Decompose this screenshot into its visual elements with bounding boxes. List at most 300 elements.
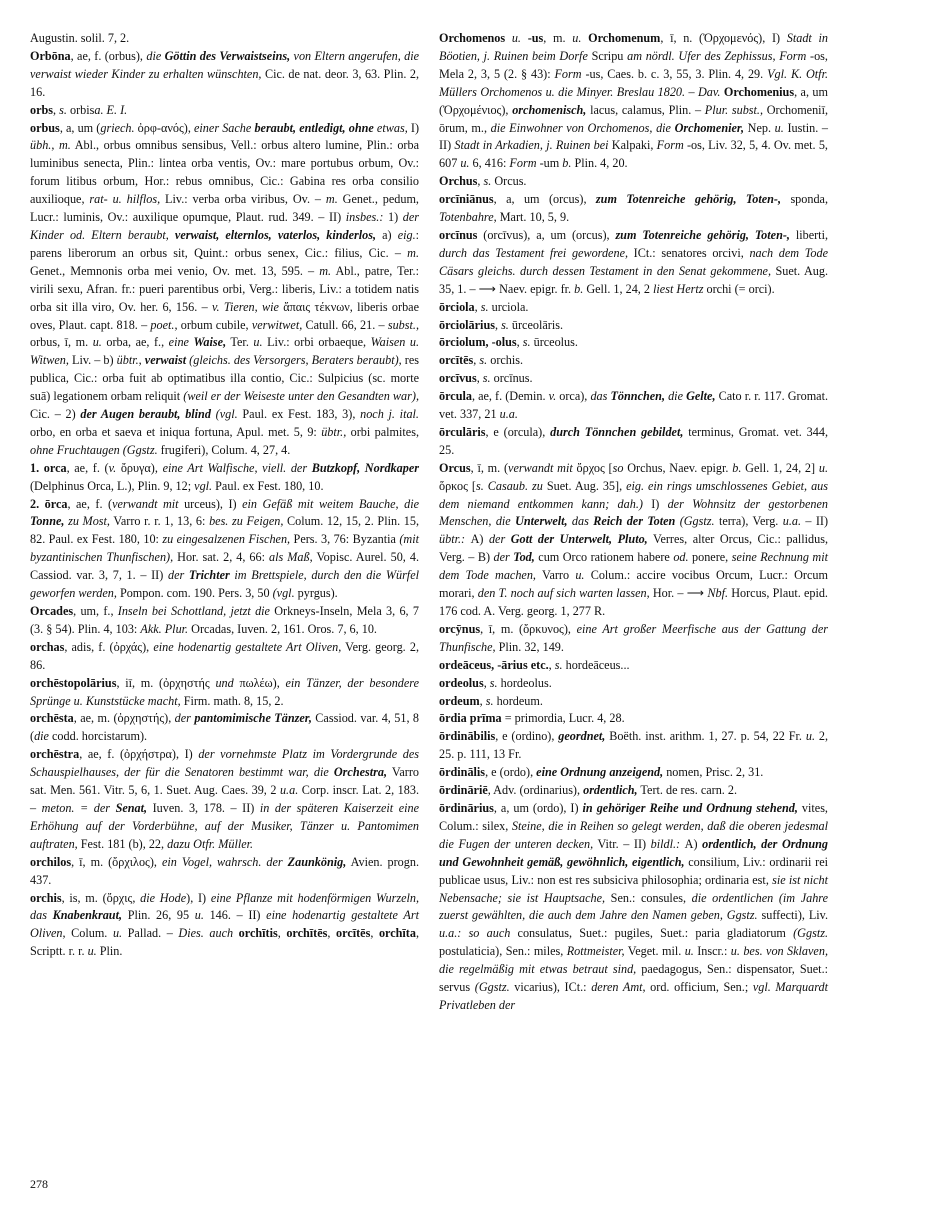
entry-text: Totenbahre, <box>439 210 497 225</box>
entry-text: verwandt mit <box>508 460 573 475</box>
entry-text: u. <box>805 729 815 744</box>
entry-text: orchītis <box>238 926 278 941</box>
entry-headword: ōrciolum, -olus <box>439 335 517 350</box>
entry-text: rat- u. hilflos, <box>89 192 161 207</box>
entry-text: orchomenisch, <box>512 102 587 117</box>
entry-text: Senat, <box>115 800 148 815</box>
entry-text: hordeāceus... <box>562 657 630 672</box>
entry-text: Suet. Aug. 35], <box>542 478 627 493</box>
entry-text: Catull. 66, 21. – <box>302 317 388 332</box>
dictionary-entry <box>30 603 419 639</box>
entry-text: -os, Mela 2, 3, 5 (2. § 43): <box>439 48 828 81</box>
entry-headword: ōrculāris <box>439 424 486 439</box>
entry-text: Form <box>509 156 537 171</box>
entry-text: orcītēs <box>336 926 371 941</box>
entry-text: verwaist, elternlos, vaterlos, kinderlos, <box>174 227 377 242</box>
entry-text: übtr., <box>321 424 347 439</box>
entry-text: (weil er der Weiseste unter den Gesandten war), <box>183 389 419 404</box>
dictionary-entry <box>439 317 828 335</box>
dictionary-entry <box>439 173 828 191</box>
entry-text: ICt.: senatores orcivi, <box>628 245 750 260</box>
entry-headword: Orcus <box>439 460 471 475</box>
entry-text: Pallad. – <box>122 926 179 941</box>
entry-text: Ter. <box>226 335 254 350</box>
entry-text: Waisen u. Witwen, <box>30 335 420 368</box>
entry-text: Cic. – 2) <box>30 407 81 422</box>
entry-text: res publica, Cic.: orba fuit ab optimatibus illa contio, Cic.: Sulpicius (sc. morte suā) legationem orbam reliquit <box>30 353 419 404</box>
entry-text: verwandt mit <box>112 496 179 511</box>
entry-text: 146. – II) <box>203 908 267 923</box>
entry-text: seine Rechnung mit dem Tode machen, <box>439 550 828 583</box>
entry-text: Form <box>656 138 684 153</box>
entry-text: Cic. de nat. deor. 3, 63. Plin. 2, 16. <box>30 66 419 99</box>
entry-text: sponda, <box>781 192 829 207</box>
dictionary-entry <box>30 854 419 890</box>
entry-text: durch das Testament frei gewordene, <box>439 245 629 260</box>
entry-text: orba, ae, f., <box>101 335 169 350</box>
entry-headword: orchis <box>30 890 62 905</box>
entry-text: u. <box>505 31 521 45</box>
entry-text: I) <box>407 120 420 135</box>
dictionary-entry <box>30 639 419 675</box>
entry-text: zu Most, <box>64 514 110 529</box>
entry-text: v. Tieren, wie <box>212 299 279 314</box>
entry-text: Mart. 10, 5, 9. <box>496 210 570 225</box>
entry-text: Varro <box>535 568 576 583</box>
page-number: 278 <box>30 1177 48 1191</box>
entry-text: Scripu <box>587 48 628 63</box>
entry-text: Knabenkraut, <box>52 908 123 923</box>
entry-text: der vornehmste Platz im Vordergrunde des Schauspielhauses, der für die Senatoren bestimmt war, die <box>30 747 419 780</box>
entry-text: , ī, m. (ὄρχιλος), <box>71 854 162 869</box>
entry-text: s. <box>59 102 67 117</box>
entry-text: orca), <box>556 389 591 404</box>
entry-text: übh., m. <box>30 138 71 153</box>
entry-text: griech. <box>100 120 135 135</box>
entry-text: m. <box>407 245 419 260</box>
entry-text: der <box>493 550 514 565</box>
entry-text: eine hodenartig gestaltete Art Oliven, <box>30 908 419 941</box>
entry-text: nach dem Tode Cäsars gleichs. durch dessen Testament in den Senat gekommene, <box>439 245 828 278</box>
entry-text: meton. = der <box>41 800 116 815</box>
entry-text: I) <box>651 496 668 511</box>
entry-text: (Ggstz. <box>793 926 828 941</box>
entry-text: Orchomenum <box>588 31 661 45</box>
entry-text: zu eingesalzenen Fischen, <box>162 532 291 547</box>
entry-text: Plin. 26, 95 <box>122 908 195 923</box>
entry-text: 2, 25. p. 111, 13 Fr. <box>439 729 828 762</box>
entry-text: consulatus, Suet.: pugiles, Suet.: paria gladiatorum <box>510 926 794 941</box>
entry-text: der Kinder od. Eltern beraubt, <box>30 210 419 242</box>
entry-text: Genet., pedum, Lucr.: luminis, Ov.: auxilique opumque, Plaut. rud. 349. – II) <box>30 192 419 225</box>
entry-text: Gell. 1, 24, 2 <box>583 281 654 296</box>
dictionary-entry <box>439 334 828 352</box>
entry-text: beraubt, entledigt, ohne <box>254 120 374 135</box>
entry-headword: 1. orca <box>30 460 67 475</box>
dictionary-entry <box>439 191 828 227</box>
entry-text: ἄπαις τέκνων, liberis orbae oves, Plaut. capt. 818. – <box>30 299 419 332</box>
entry-headword: orchas <box>30 639 65 654</box>
dictionary-entry <box>30 460 419 496</box>
dictionary-entry <box>439 352 828 370</box>
entry-text: A) <box>470 532 489 547</box>
entry-text: u. <box>112 926 123 941</box>
entry-text: eine Ordnung anzeigend, <box>536 765 664 780</box>
entry-headword: orchēstopolārius <box>30 675 117 690</box>
dictionary-entry <box>439 460 828 621</box>
entry-text: Zaunkönig, <box>287 854 347 869</box>
entry-text: ord. officium, Sen.; <box>645 980 753 995</box>
entry-text: als Maß, <box>269 550 313 565</box>
entry-text: s. <box>479 353 488 368</box>
entry-text: Colum. <box>65 926 113 941</box>
entry-text: Abl., patre, Ter.: virili sexu, Afran. fr.: pueri parentibus orbi, Verg.: liberis, Liv.: a totidem natis orba sit illa viro, Ov. her. 6, 156. – <box>30 263 419 314</box>
entry-text: eig. ein rings umschlossenes Gebiet, aus dem niemand entkommen kann; dah.) <box>439 478 828 511</box>
entry-text: noch j. ital. <box>360 407 419 422</box>
entry-text: Gelte, <box>686 389 716 404</box>
entry-text: u. <box>818 460 828 475</box>
entry-text: , ae, f. (ὀρχήστρα), I) <box>79 747 199 762</box>
entry-text: u. <box>460 156 470 171</box>
entry-text: subst., <box>387 317 419 332</box>
entry-text: die <box>34 729 49 744</box>
entry-text: Liv.: orbi orbaeque, <box>262 335 371 350</box>
entry-text: übtr., <box>116 353 145 368</box>
entry-text: , <box>479 693 486 708</box>
entry-text: Sen.: consules, <box>605 890 692 905</box>
entry-text: (Delphinus Orca, L.), Plin. 9, 12; <box>30 478 195 493</box>
entry-text: u. bes. von Sklaven, die regelmäßig mit etwas betraut sind, <box>439 944 828 977</box>
entry-text: eine Art großer Meerfische aus der Gattung der Thunfische, <box>439 621 829 654</box>
entry-text: und <box>215 675 234 690</box>
entry-text: hordeum. <box>493 693 543 708</box>
entry-text: etwas, <box>373 120 408 135</box>
entry-text: vgl. <box>194 478 213 493</box>
entry-text: u. <box>87 944 97 959</box>
entry-text: sie ist nicht Nebensache; sie ist Hauptsache, <box>439 872 828 905</box>
entry-text: Reich der Toten <box>593 514 676 529</box>
entry-text: in gehöriger Reihe und Ordnung stehend, <box>582 800 798 815</box>
entry-text: Paul. ex Fest. 183, 3), <box>237 407 361 422</box>
entry-text: Plin. <box>96 944 123 959</box>
entry-text: Suet. Aug. 35, 1. – ⟶ Naev. epigr. fr. <box>439 263 829 296</box>
entry-text: ordentlich, <box>583 783 638 798</box>
entry-text: Firm. math. 8, 15, 2. <box>180 693 284 708</box>
entry-text: A) <box>684 836 703 851</box>
entry-text: , <box>483 675 490 690</box>
entry-text: ein Gefäß mit weitem Bauche, die <box>242 496 419 511</box>
dictionary-entry <box>30 675 419 711</box>
entry-headword: orcīnus <box>439 227 478 242</box>
entry-text: Orkneys-Inseln, Mela 3, 6, 7 (3. § 54). Plin. 4, 103: <box>30 604 419 636</box>
entry-text: πωλέω), <box>233 675 286 690</box>
entry-text: Kalpaki, <box>608 138 657 153</box>
entry-text: Unterwelt, <box>515 514 568 529</box>
entry-text: postulaticia), Sen.: miles, <box>439 944 567 959</box>
entry-text: Akk. Plur. <box>140 621 189 636</box>
entry-text: ὄρυγα), <box>116 460 163 475</box>
entry-headword: orcīniānus <box>439 192 494 207</box>
entry-text: codd. horcistarum). <box>48 729 148 744</box>
entry-text: deren Amt, <box>591 980 646 995</box>
entry-text: -os, Liv. 32, 5, 4. Ov. met. 5, 607 <box>439 138 828 171</box>
entry-text: Tert. de res. carn. 2. <box>637 783 738 798</box>
entry-text: verwaist <box>144 353 187 368</box>
entry-text: Verres, alter Orcus, Cic.: pallidus, Verg. – B) <box>439 532 828 565</box>
entry-text: urciola. <box>488 299 529 314</box>
entry-text: ūrceolus. <box>530 335 578 350</box>
entry-text: das <box>590 389 611 404</box>
entry-headword: orcȳnus <box>439 621 481 636</box>
entry-text: Genet., Memnonis orba mei venio, Ov. met. 13, 595. – <box>30 263 320 278</box>
entry-text: s. <box>485 693 494 708</box>
entry-text: b. <box>732 460 742 475</box>
entry-text: der <box>174 711 195 726</box>
entry-text: Plin. 32, 149. <box>495 639 564 654</box>
entry-headword: 2. ōrca <box>30 496 68 511</box>
entry-text: m. <box>319 263 332 278</box>
entry-headword: Orbōna <box>30 48 71 63</box>
entry-text: orbis <box>66 102 95 117</box>
entry-text: consilium, Liv.: ordinarii rei publicae usus, Liv.: non est res subsiciva philosophia; ordinaria est, <box>439 854 828 887</box>
entry-text: Butzkopf, Nordkaper <box>311 460 419 475</box>
entry-text: ordentlich, der Ordnung und Gewohnheit gemäß, gewöhnlich, eigentlich, <box>439 836 829 869</box>
entry-text: insbes.: <box>345 210 388 225</box>
entry-text: u. <box>572 31 582 45</box>
dictionary-entry <box>439 728 828 764</box>
entry-text: , a, um ( <box>59 120 101 135</box>
entry-text: den T. noch auf sich warten lassen, <box>477 586 650 601</box>
dictionary-entry <box>30 890 419 962</box>
entry-text: (Ggstz. <box>675 514 715 529</box>
entry-text: m. <box>325 192 338 207</box>
entry-text <box>521 31 528 45</box>
entry-text: Horcus, Plaut. epid. 176 cod. A. Verg. georg. 1, 277 R. <box>439 586 828 618</box>
entry-headword: Orcades <box>30 604 74 618</box>
entry-text: Vopisc. Aurel. 50, 4. Cassiod. var. 3, 7, 1. – II) <box>30 550 420 583</box>
entry-text: u.a. <box>782 514 802 529</box>
entry-text: = primordia, Lucr. 4, 28. <box>501 711 625 726</box>
entry-text: Orchomeniī, ōrum, m., <box>439 102 829 135</box>
entry-text: u. <box>92 335 102 350</box>
entry-text: Iuven. 3, 178. – II) <box>147 800 260 815</box>
entry-text: -um <box>536 156 563 171</box>
entry-text: eig. <box>397 227 416 242</box>
entry-headword: ōrciola <box>439 299 475 314</box>
entry-text: orchis. <box>487 353 524 368</box>
entry-text: s. <box>554 657 563 672</box>
entry-text: , <box>473 353 480 368</box>
dictionary-entry <box>30 120 419 460</box>
entry-text: orbum cubile, <box>177 317 252 332</box>
entry-text: (vgl. <box>272 586 295 601</box>
entry-headword: ōrdinālis <box>439 765 486 780</box>
entry-text: suffecti), Liv. <box>757 908 828 923</box>
entry-text: -us <box>527 31 544 45</box>
entry-text: b. <box>574 281 584 296</box>
entry-text: (gleichs. des Versorgers, Beraters beraubt), <box>186 353 402 368</box>
entry-text: Stadt in Böotien, j. Ruinen beim Dorfe <box>439 31 828 63</box>
entry-text: das <box>567 514 594 529</box>
entry-text: Plin. 4, 20. <box>571 156 628 171</box>
entry-text: , adis, f. (ὀρχάς), <box>64 639 154 654</box>
entry-text: , Adv. (ordinarius), <box>487 783 584 798</box>
entry-headword: orchēstra <box>30 747 80 762</box>
entry-text: od. <box>673 550 689 565</box>
entry-text: , <box>370 926 379 941</box>
entry-text: vgl. Marquardt Privatleben der <box>439 980 828 1012</box>
entry-text: orchi (= orci). <box>703 281 775 296</box>
entry-text: Colum. 12, 15, 2. Plin. 15, 82. Paul. ex Fest. 180, 10: <box>30 514 419 547</box>
entry-text: u.a.: so auch <box>439 926 511 941</box>
entry-text: eine <box>168 335 194 350</box>
entry-text: v. <box>548 389 557 404</box>
entry-text: Tönnchen, <box>610 389 665 404</box>
entry-text: , <box>277 926 287 941</box>
entry-text: Göttin des Verwaistseins, <box>164 48 291 63</box>
entry-text: , a, um (Ὀρχομένιος), <box>439 84 828 117</box>
entry-headword: orcītēs <box>439 353 474 368</box>
entry-text: eine Pflanze mit hodenförmigen Wurzeln, das <box>30 890 420 923</box>
entry-text: s. <box>522 335 531 350</box>
entry-text: Varro sat. Men. 561. Vitr. 5, 6, 1. Suet. Aug. Caes. 39, 2 <box>30 765 420 798</box>
dictionary-entry <box>30 48 419 102</box>
entry-text: u. <box>575 568 585 583</box>
entry-text: terra), Verg. <box>714 514 783 529</box>
entry-text: Varro r. r. 1, 13, 6: <box>109 514 210 529</box>
entry-text: Orchus, Naev. epigr. <box>623 460 733 475</box>
entry-text: s. <box>482 371 491 386</box>
right-column <box>439 30 828 1015</box>
entry-headword: orchilos <box>30 854 72 869</box>
entry-text: (vgl. <box>210 407 238 422</box>
entry-text: Vitr. – II) <box>593 836 651 851</box>
entry-text: s. Casaub. zu <box>476 478 543 493</box>
entry-text: eine Art Walfische, viell. der <box>162 460 312 475</box>
entry-headword: orbus <box>30 120 60 135</box>
entry-headword: ōrdinābilis <box>439 729 496 744</box>
entry-text: paedagogus, Sen.: dispensator, Suet.: servus <box>439 962 828 995</box>
entry-text: bildl.: <box>650 836 685 851</box>
entry-text: Orchomenier, <box>674 120 745 135</box>
entry-text: terminus, Gromat. vet. 344, 25. <box>439 424 828 457</box>
entry-text: Form <box>554 66 582 81</box>
entry-text: Vgl. K. Otfr. Müllers Orchomenos u. die Minyer. Breslau 1820. – Dav. <box>439 66 829 99</box>
dictionary-entry <box>30 746 419 853</box>
entry-text: Nep. <box>744 120 775 135</box>
entry-text: , <box>53 102 60 117</box>
dictionary-entry <box>439 370 828 388</box>
entry-text: verwitwet, <box>251 317 303 332</box>
entry-text: Cato r. r. 117. Gromat. vet. 337, 21 <box>439 389 829 422</box>
entry-text: Hor. – ⟶ <box>649 586 708 601</box>
entry-text: , e (ordo), <box>485 765 537 780</box>
entry-text: einer Sache <box>194 120 255 135</box>
entry-text: am nördl. Ufer des Zephissus, Form <box>627 48 807 63</box>
entry-text: , ī, m. (ὄρκυνος), <box>480 621 577 636</box>
entry-text: der Wohnsitz der gestorbenen Menschen, die <box>439 496 828 529</box>
entry-text: orchīta <box>378 926 416 941</box>
entry-text: u. <box>684 944 694 959</box>
entry-text: Veget. mil. <box>624 944 685 959</box>
entry-headword: ordeolus <box>439 675 484 690</box>
entry-text: (mit byzantinischen Thunfischen), <box>30 532 420 565</box>
entry-headword: orchēsta <box>30 711 74 726</box>
dictionary-entry <box>439 299 828 317</box>
entry-text: Liv. – b) <box>68 353 117 368</box>
entry-text: Gell. 1, 24, 2] <box>741 460 819 475</box>
entry-text: Stadt in Arkadien, j. Ruinen bei <box>454 138 609 153</box>
entry-text: urceus), I) <box>178 496 243 511</box>
entry-text: Waise, <box>193 335 227 350</box>
entry-text: (Ggstz. <box>474 980 510 995</box>
entry-text: Avien. progn. 437. <box>30 854 419 887</box>
entry-text: , Scriptt. r. r. <box>30 926 420 959</box>
entry-text: , e (orcula), <box>485 424 551 439</box>
entry-text: u. <box>253 335 263 350</box>
entry-text: nomen, Prisc. 2, 31. <box>663 765 764 780</box>
entry-text: im Brettspiele, durch den die Würfel geworfen werden, <box>30 568 419 601</box>
entry-text: , ī, m. ( <box>470 460 509 475</box>
entry-text: , ī, n. (Ὀρχομενός), I) <box>660 31 787 45</box>
entry-text: , m. <box>543 31 573 45</box>
entry-text: der Augen beraubt, blind <box>80 407 211 422</box>
entry-text: u.a. <box>279 783 299 798</box>
entry-text: , ae, f. (Demin. <box>471 389 549 404</box>
entry-text: ohne Fruchtaugen (Ggstz. <box>30 442 158 457</box>
entry-text: , <box>494 317 502 332</box>
entry-text: übtr.: <box>439 532 471 547</box>
entry-text: Tonne, <box>30 514 65 529</box>
entry-text: zum Totenreiche gehörig, Toten-, <box>615 227 790 242</box>
entry-text: a. E. I. <box>94 102 128 117</box>
entry-text: s. <box>480 299 489 314</box>
entry-headword: ōrciolārius <box>439 317 495 332</box>
entry-text: b. <box>562 156 572 171</box>
entry-headword: orcīvus <box>439 371 477 386</box>
entry-headword: ordeum <box>439 693 480 708</box>
entry-text: Inscr.: <box>693 944 731 959</box>
entry-text: ein Vogel, wahrsch. der <box>162 854 288 869</box>
entry-text: (orcīvus), a, um (orcus), <box>477 227 616 242</box>
entry-text: 1) <box>387 210 403 225</box>
entry-text: geordnet, <box>558 729 606 744</box>
dictionary-entry <box>30 102 419 120</box>
entry-headword: orbs <box>30 102 54 117</box>
entry-text: Orchomenius <box>723 84 795 99</box>
dictionary-entry <box>439 227 828 299</box>
entry-text: vites, Colum.: silex, <box>439 800 828 833</box>
entry-text: orcīnus. <box>490 371 533 386</box>
entry-text: Iustin. – II) <box>439 120 828 153</box>
entry-text: Trichter <box>188 568 230 583</box>
entry-text: Verg. georg. 2, 86. <box>30 639 419 672</box>
entry-text: eine hodenartig gestaltete Art Oliven, <box>153 639 342 654</box>
entry-text: ὄρχος [ <box>572 460 613 475</box>
entry-text: Paul. ex Fest. 180, 10. <box>212 478 324 493</box>
entry-text: der <box>488 532 511 547</box>
entry-headword: ōrcula <box>439 389 472 404</box>
entry-text: liest Hertz <box>653 281 704 296</box>
entry-text: – II) <box>801 514 829 529</box>
entry-text: -us, Caes. b. c. 3, 55, 3. Plin. 4, 29. <box>581 66 768 81</box>
entry-text: die Einwohner von Orchomenos, die <box>490 120 675 135</box>
entry-text: , <box>477 174 484 189</box>
entry-text: 6, 416: <box>469 156 510 171</box>
entry-text: Gott der Unterwelt, Pluto, <box>510 532 648 547</box>
entry-text: , <box>548 657 555 672</box>
entry-text: , <box>476 371 483 386</box>
